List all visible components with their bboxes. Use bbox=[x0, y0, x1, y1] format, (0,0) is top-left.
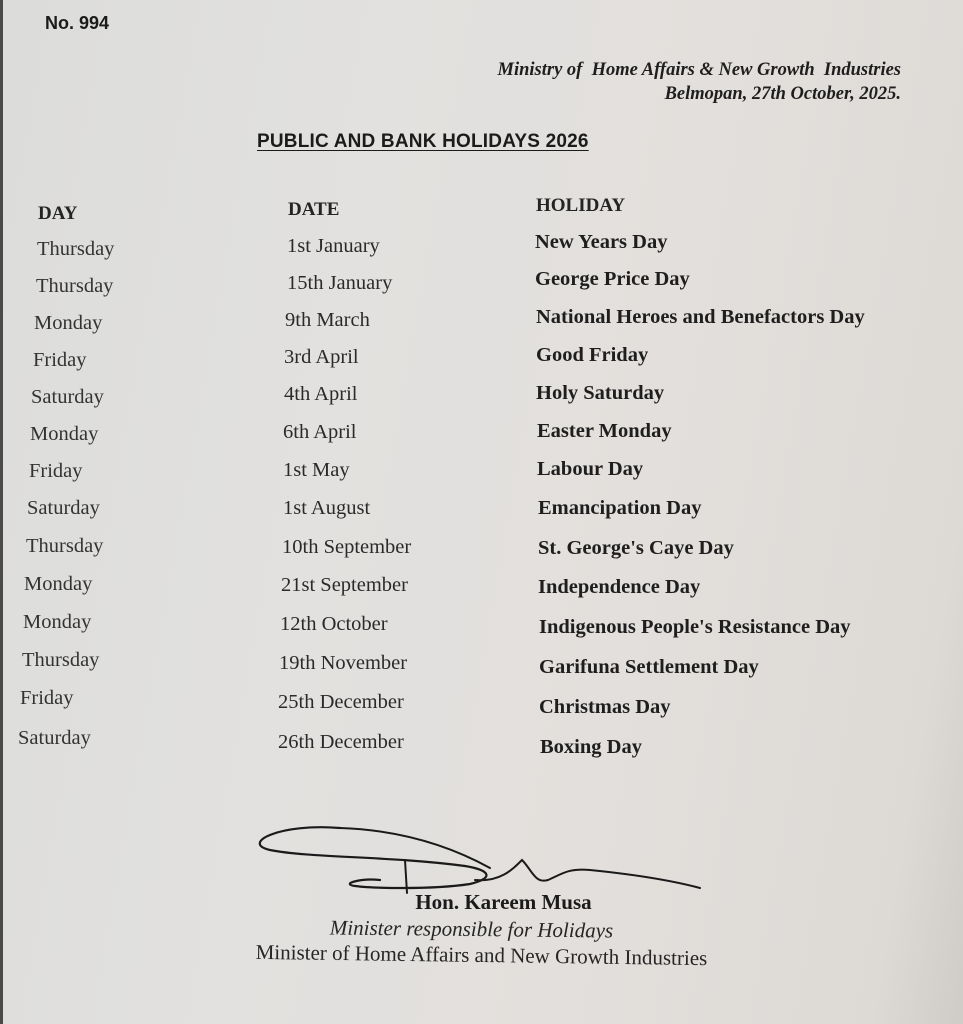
cell-day: Thursday bbox=[37, 238, 115, 260]
cell-holiday: Independence Day bbox=[538, 576, 701, 598]
table-row bbox=[0, 344, 963, 378]
table-row bbox=[0, 268, 963, 304]
column-header-holiday: HOLIDAY bbox=[536, 195, 626, 216]
table-row bbox=[0, 422, 963, 452]
column-header-date: DATE bbox=[288, 199, 340, 220]
cell-day: Monday bbox=[30, 423, 99, 445]
cell-day: Friday bbox=[29, 460, 83, 482]
column-header-day: DAY bbox=[38, 203, 78, 224]
cell-day: Saturday bbox=[31, 386, 104, 408]
cell-date: 10th September bbox=[282, 536, 412, 558]
cell-day: Monday bbox=[34, 312, 103, 334]
cell-date: 3rd April bbox=[284, 346, 359, 368]
cell-day: Saturday bbox=[27, 497, 100, 519]
cell-holiday: Christmas Day bbox=[539, 696, 671, 718]
cell-date: 25th December bbox=[278, 691, 404, 713]
issuer-block bbox=[498, 58, 901, 106]
cell-holiday: Garifuna Settlement Day bbox=[539, 656, 759, 678]
signatory-role: Minister responsible for Holidays bbox=[329, 915, 614, 943]
table-row bbox=[0, 573, 963, 603]
page-title: PUBLIC AND BANK HOLIDAYS 2026 bbox=[257, 131, 589, 152]
cell-holiday: George Price Day bbox=[535, 268, 690, 290]
cell-holiday: Labour Day bbox=[537, 458, 644, 480]
place-date-line: Belmopan, 27th October, 2025. bbox=[664, 84, 901, 104]
cell-date: 15th January bbox=[287, 272, 393, 294]
cell-date: 6th April bbox=[283, 421, 357, 443]
cell-holiday: St. George's Caye Day bbox=[538, 537, 734, 559]
ministry-line: Ministry of Home Affairs & New Growth Industries bbox=[497, 60, 901, 80]
cell-holiday: Emancipation Day bbox=[538, 497, 702, 519]
signature-image bbox=[250, 818, 710, 898]
cell-holiday: Holy Saturday bbox=[536, 382, 665, 404]
table-row bbox=[0, 649, 963, 679]
cell-date: 26th December bbox=[278, 731, 404, 753]
cell-day: Saturday bbox=[18, 727, 91, 749]
table-row bbox=[0, 687, 963, 717]
cell-date: 12th October bbox=[280, 613, 388, 635]
cell-day: Monday bbox=[23, 611, 92, 633]
cell-holiday: Indigenous People's Resistance Day bbox=[539, 616, 851, 638]
cell-day: Friday bbox=[20, 687, 74, 709]
signatory-ministry: Minister of Home Affairs and New Growth Industries bbox=[255, 939, 708, 971]
notice-number: No. 994 bbox=[45, 13, 110, 33]
cell-date: 1st January bbox=[287, 235, 380, 257]
cell-date: 21st September bbox=[281, 574, 408, 596]
cell-date: 19th November bbox=[279, 652, 408, 674]
cell-holiday: New Years Day bbox=[535, 231, 668, 253]
cell-holiday: National Heroes and Benefactors Day bbox=[536, 306, 865, 328]
table-row bbox=[0, 306, 963, 341]
cell-date: 1st May bbox=[283, 459, 350, 481]
table-row bbox=[0, 727, 963, 757]
cell-date: 1st August bbox=[283, 497, 371, 519]
cell-day: Thursday bbox=[22, 649, 100, 671]
table-row bbox=[0, 535, 963, 565]
cell-day: Thursday bbox=[26, 535, 104, 557]
signatory-name: Hon. Kareem Musa bbox=[415, 890, 592, 914]
cell-date: 9th March bbox=[285, 309, 370, 331]
cell-date: 4th April bbox=[284, 383, 358, 405]
table-row bbox=[0, 611, 963, 641]
cell-holiday: Good Friday bbox=[536, 344, 649, 366]
cell-holiday: Easter Monday bbox=[537, 420, 672, 442]
cell-day: Thursday bbox=[36, 275, 114, 297]
cell-day: Monday bbox=[24, 573, 93, 595]
table-row bbox=[0, 459, 963, 489]
cell-holiday: Boxing Day bbox=[540, 736, 642, 758]
table-row bbox=[0, 497, 963, 527]
table-row bbox=[0, 382, 963, 415]
table-row bbox=[0, 231, 963, 267]
cell-day: Friday bbox=[33, 349, 87, 371]
